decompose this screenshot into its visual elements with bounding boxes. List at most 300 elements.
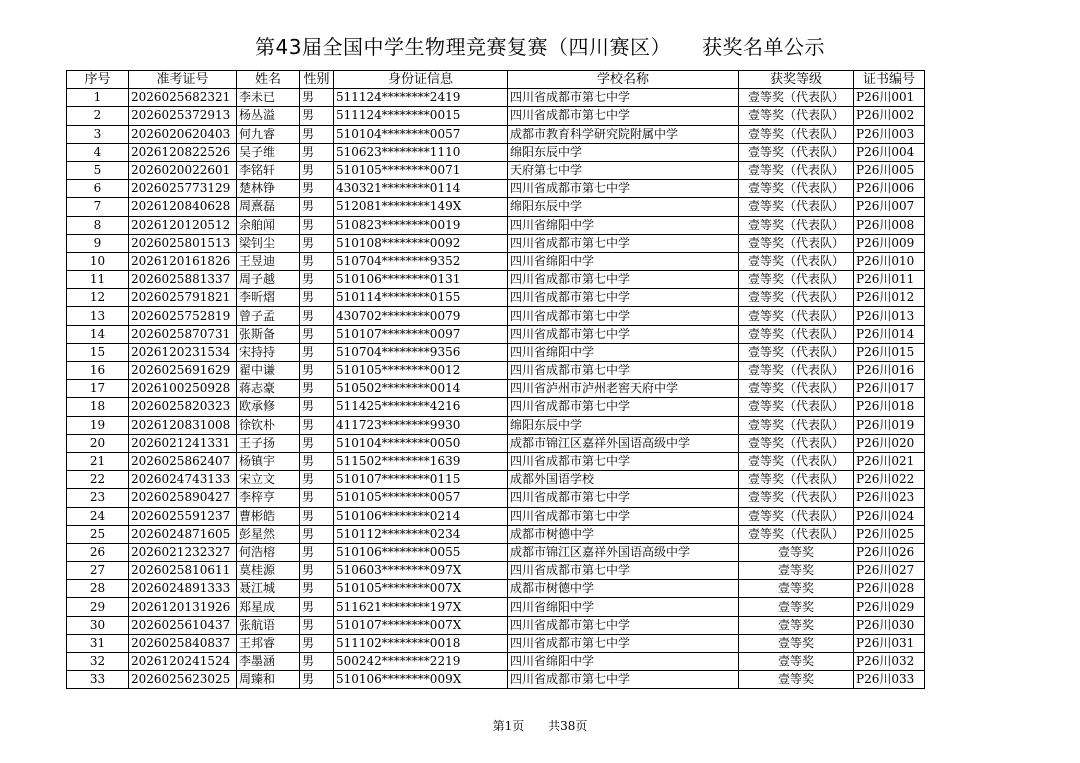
cell-seq: 20 xyxy=(67,434,129,452)
cell-id-info: 510106********0055 xyxy=(334,543,508,561)
cell-exam-id: 2026024891333 xyxy=(129,580,237,598)
cell-award-level: 壹等奖 xyxy=(739,616,854,634)
cell-exam-id: 2026120831008 xyxy=(129,416,237,434)
cell-gender: 男 xyxy=(300,543,334,561)
cell-seq: 26 xyxy=(67,543,129,561)
cell-name: 吴子维 xyxy=(237,143,300,161)
cell-school: 成都外国语学校 xyxy=(508,471,739,489)
page-total: 共38页 xyxy=(548,719,588,733)
cell-gender: 男 xyxy=(300,343,334,361)
cell-exam-id: 2026120241524 xyxy=(129,653,237,671)
cell-cert-no: P26川003 xyxy=(854,125,925,143)
cell-id-info: 510105********007X xyxy=(334,580,508,598)
cell-cert-no: P26川021 xyxy=(854,452,925,470)
cell-seq: 24 xyxy=(67,507,129,525)
cell-name: 宋立文 xyxy=(237,471,300,489)
cell-id-info: 411723********9930 xyxy=(334,416,508,434)
cell-award-level: 壹等奖（代表队） xyxy=(739,416,854,434)
cell-id-info: 510823********0019 xyxy=(334,216,508,234)
cell-id-info: 511102********0018 xyxy=(334,634,508,652)
column-header-id-info: 身份证信息 xyxy=(334,71,508,89)
table-row xyxy=(67,89,925,107)
cell-award-level: 壹等奖（代表队） xyxy=(739,434,854,452)
cell-seq: 8 xyxy=(67,216,129,234)
cell-id-info: 511425********4216 xyxy=(334,398,508,416)
table-row xyxy=(67,543,925,561)
cell-id-info: 430702********0079 xyxy=(334,307,508,325)
cell-cert-no: P26川017 xyxy=(854,380,925,398)
cell-gender: 男 xyxy=(300,671,334,689)
cell-id-info: 511502********1639 xyxy=(334,452,508,470)
cell-name: 周熹磊 xyxy=(237,198,300,216)
cell-school: 四川省成都市第七中学 xyxy=(508,671,739,689)
cell-exam-id: 2026025810611 xyxy=(129,562,237,580)
cell-school: 四川省成都市第七中学 xyxy=(508,107,739,125)
cell-gender: 男 xyxy=(300,489,334,507)
table-row xyxy=(67,580,925,598)
cell-school: 成都市教育科学研究院附属中学 xyxy=(508,125,739,143)
cell-award-level: 壹等奖（代表队） xyxy=(739,143,854,161)
table-row xyxy=(67,671,925,689)
page-footer xyxy=(0,717,1080,734)
cell-cert-no: P26川009 xyxy=(854,234,925,252)
cell-exam-id: 2026024871605 xyxy=(129,525,237,543)
cell-award-level: 壹等奖（代表队） xyxy=(739,234,854,252)
table-row xyxy=(67,343,925,361)
cell-gender: 男 xyxy=(300,653,334,671)
page-number: 第1页 xyxy=(492,719,525,733)
cell-seq: 9 xyxy=(67,234,129,252)
cell-gender: 男 xyxy=(300,398,334,416)
cell-award-level: 壹等奖（代表队） xyxy=(739,452,854,470)
cell-exam-id: 2026025820323 xyxy=(129,398,237,416)
column-header-cert-no: 证书编号 xyxy=(854,71,925,89)
table-row xyxy=(67,616,925,634)
cell-gender: 男 xyxy=(300,307,334,325)
cell-exam-id: 2026025372913 xyxy=(129,107,237,125)
cell-id-info: 510108********0092 xyxy=(334,234,508,252)
cell-name: 王昱迪 xyxy=(237,252,300,270)
cell-school: 四川省成都市第七中学 xyxy=(508,634,739,652)
cell-name: 何浩榕 xyxy=(237,543,300,561)
cell-school: 四川省成都市第七中学 xyxy=(508,562,739,580)
cell-school: 四川省成都市第七中学 xyxy=(508,507,739,525)
table-row xyxy=(67,471,925,489)
cell-cert-no: P26川005 xyxy=(854,161,925,179)
cell-seq: 31 xyxy=(67,634,129,652)
cell-name: 张航语 xyxy=(237,616,300,634)
cell-exam-id: 2026120840628 xyxy=(129,198,237,216)
table-row xyxy=(67,180,925,198)
cell-name: 周臻和 xyxy=(237,671,300,689)
cell-name: 李墨涵 xyxy=(237,653,300,671)
cell-award-level: 壹等奖（代表队） xyxy=(739,325,854,343)
table-row xyxy=(67,307,925,325)
cell-cert-no: P26川023 xyxy=(854,489,925,507)
cell-seq: 25 xyxy=(67,525,129,543)
cell-school: 四川省成都市第七中学 xyxy=(508,362,739,380)
cell-exam-id: 2026025840837 xyxy=(129,634,237,652)
cell-seq: 27 xyxy=(67,562,129,580)
cell-award-level: 壹等奖（代表队） xyxy=(739,216,854,234)
cell-seq: 14 xyxy=(67,325,129,343)
table-row xyxy=(67,452,925,470)
cell-award-level: 壹等奖（代表队） xyxy=(739,161,854,179)
cell-gender: 男 xyxy=(300,452,334,470)
cell-id-info: 510704********9356 xyxy=(334,343,508,361)
cell-gender: 男 xyxy=(300,271,334,289)
cell-gender: 男 xyxy=(300,616,334,634)
cell-award-level: 壹等奖（代表队） xyxy=(739,271,854,289)
cell-id-info: 510112********0234 xyxy=(334,525,508,543)
cell-cert-no: P26川014 xyxy=(854,325,925,343)
cell-seq: 7 xyxy=(67,198,129,216)
cell-id-info: 510107********0097 xyxy=(334,325,508,343)
cell-gender: 男 xyxy=(300,580,334,598)
cell-exam-id: 2026025773129 xyxy=(129,180,237,198)
cell-exam-id: 2026120161826 xyxy=(129,252,237,270)
cell-cert-no: P26川012 xyxy=(854,289,925,307)
column-header-gender: 性别 xyxy=(300,71,334,89)
cell-school: 绵阳东辰中学 xyxy=(508,416,739,434)
cell-award-level: 壹等奖（代表队） xyxy=(739,507,854,525)
table-row xyxy=(67,234,925,252)
cell-exam-id: 2026025691629 xyxy=(129,362,237,380)
cell-school: 四川省成都市第七中学 xyxy=(508,307,739,325)
cell-cert-no: P26川019 xyxy=(854,416,925,434)
cell-seq: 5 xyxy=(67,161,129,179)
cell-name: 郑星成 xyxy=(237,598,300,616)
cell-exam-id: 2026025801513 xyxy=(129,234,237,252)
cell-cert-no: P26川028 xyxy=(854,580,925,598)
table-row xyxy=(67,325,925,343)
cell-seq: 15 xyxy=(67,343,129,361)
cell-exam-id: 2026025752819 xyxy=(129,307,237,325)
cell-exam-id: 2026020620403 xyxy=(129,125,237,143)
cell-name: 张斯备 xyxy=(237,325,300,343)
cell-name: 莫桂源 xyxy=(237,562,300,580)
cell-school: 成都市树德中学 xyxy=(508,580,739,598)
cell-seq: 13 xyxy=(67,307,129,325)
cell-gender: 男 xyxy=(300,380,334,398)
cell-id-info: 510704********9352 xyxy=(334,252,508,270)
cell-gender: 男 xyxy=(300,598,334,616)
cell-name: 翟中谦 xyxy=(237,362,300,380)
cell-gender: 男 xyxy=(300,325,334,343)
cell-award-level: 壹等奖（代表队） xyxy=(739,125,854,143)
table-row xyxy=(67,653,925,671)
cell-cert-no: P26川032 xyxy=(854,653,925,671)
cell-cert-no: P26川024 xyxy=(854,507,925,525)
cell-school: 四川省成都市第七中学 xyxy=(508,398,739,416)
table-row xyxy=(67,216,925,234)
cell-seq: 16 xyxy=(67,362,129,380)
cell-gender: 男 xyxy=(300,180,334,198)
cell-school: 成都市树德中学 xyxy=(508,525,739,543)
cell-name: 杨丛溢 xyxy=(237,107,300,125)
cell-gender: 男 xyxy=(300,289,334,307)
cell-seq: 3 xyxy=(67,125,129,143)
cell-name: 曾子孟 xyxy=(237,307,300,325)
cell-exam-id: 2026025623025 xyxy=(129,671,237,689)
cell-gender: 男 xyxy=(300,252,334,270)
cell-exam-id: 2026120120512 xyxy=(129,216,237,234)
cell-cert-no: P26川030 xyxy=(854,616,925,634)
cell-school: 四川省成都市第七中学 xyxy=(508,289,739,307)
cell-name: 宋持持 xyxy=(237,343,300,361)
cell-seq: 29 xyxy=(67,598,129,616)
cell-cert-no: P26川001 xyxy=(854,89,925,107)
cell-name: 王子扬 xyxy=(237,434,300,452)
table-header-row xyxy=(67,71,925,89)
cell-award-level: 壹等奖（代表队） xyxy=(739,180,854,198)
cell-cert-no: P26川026 xyxy=(854,543,925,561)
cell-cert-no: P26川022 xyxy=(854,471,925,489)
table-row xyxy=(67,289,925,307)
cell-gender: 男 xyxy=(300,234,334,252)
cell-id-info: 510107********0115 xyxy=(334,471,508,489)
cell-award-level: 壹等奖（代表队） xyxy=(739,307,854,325)
cell-seq: 11 xyxy=(67,271,129,289)
cell-cert-no: P26川020 xyxy=(854,434,925,452)
cell-name: 余舶闻 xyxy=(237,216,300,234)
cell-seq: 18 xyxy=(67,398,129,416)
cell-school: 四川省绵阳中学 xyxy=(508,653,739,671)
cell-name: 王邦睿 xyxy=(237,634,300,652)
cell-award-level: 壹等奖 xyxy=(739,671,854,689)
cell-award-level: 壹等奖（代表队） xyxy=(739,343,854,361)
cell-cert-no: P26川033 xyxy=(854,671,925,689)
table-row xyxy=(67,143,925,161)
table-row xyxy=(67,252,925,270)
cell-school: 绵阳东辰中学 xyxy=(508,143,739,161)
cell-seq: 21 xyxy=(67,452,129,470)
cell-gender: 男 xyxy=(300,125,334,143)
cell-name: 蒋志豪 xyxy=(237,380,300,398)
column-header-school: 学校名称 xyxy=(508,71,739,89)
cell-name: 李昕熠 xyxy=(237,289,300,307)
cell-gender: 男 xyxy=(300,634,334,652)
cell-award-level: 壹等奖 xyxy=(739,562,854,580)
table-row xyxy=(67,562,925,580)
cell-award-level: 壹等奖（代表队） xyxy=(739,289,854,307)
table-row xyxy=(67,598,925,616)
table-row xyxy=(67,271,925,289)
cell-exam-id: 2026025610437 xyxy=(129,616,237,634)
cell-cert-no: P26川018 xyxy=(854,398,925,416)
cell-name: 梁钊尘 xyxy=(237,234,300,252)
cell-school: 天府第七中学 xyxy=(508,161,739,179)
cell-exam-id: 2026021241331 xyxy=(129,434,237,452)
cell-gender: 男 xyxy=(300,562,334,580)
cell-id-info: 510502********0014 xyxy=(334,380,508,398)
cell-seq: 33 xyxy=(67,671,129,689)
cell-exam-id: 2026021232327 xyxy=(129,543,237,561)
cell-award-level: 壹等奖（代表队） xyxy=(739,525,854,543)
cell-exam-id: 2026020022601 xyxy=(129,161,237,179)
cell-id-info: 510105********0012 xyxy=(334,362,508,380)
cell-school: 四川省成都市第七中学 xyxy=(508,616,739,634)
cell-exam-id: 2026100250928 xyxy=(129,380,237,398)
award-list-table xyxy=(66,70,925,689)
cell-name: 李梓亨 xyxy=(237,489,300,507)
cell-id-info: 430321********0114 xyxy=(334,180,508,198)
cell-gender: 男 xyxy=(300,471,334,489)
cell-gender: 男 xyxy=(300,362,334,380)
cell-cert-no: P26川011 xyxy=(854,271,925,289)
column-header-name: 姓名 xyxy=(237,71,300,89)
cell-id-info: 510603********097X xyxy=(334,562,508,580)
cell-name: 徐钦朴 xyxy=(237,416,300,434)
cell-seq: 12 xyxy=(67,289,129,307)
cell-exam-id: 2026120822526 xyxy=(129,143,237,161)
cell-cert-no: P26川027 xyxy=(854,562,925,580)
cell-school: 四川省成都市第七中学 xyxy=(508,234,739,252)
cell-cert-no: P26川013 xyxy=(854,307,925,325)
cell-name: 周子越 xyxy=(237,271,300,289)
cell-school: 四川省绵阳中学 xyxy=(508,598,739,616)
cell-school: 四川省成都市第七中学 xyxy=(508,452,739,470)
cell-award-level: 壹等奖 xyxy=(739,653,854,671)
cell-school: 四川省绵阳中学 xyxy=(508,216,739,234)
cell-school: 四川省绵阳中学 xyxy=(508,252,739,270)
cell-school: 四川省成都市第七中学 xyxy=(508,489,739,507)
cell-award-level: 壹等奖 xyxy=(739,580,854,598)
cell-cert-no: P26川006 xyxy=(854,180,925,198)
cell-school: 四川省成都市第七中学 xyxy=(508,89,739,107)
cell-name: 彭星然 xyxy=(237,525,300,543)
cell-seq: 22 xyxy=(67,471,129,489)
table-row xyxy=(67,434,925,452)
cell-gender: 男 xyxy=(300,143,334,161)
cell-school: 四川省成都市第七中学 xyxy=(508,180,739,198)
cell-school: 四川省成都市第七中学 xyxy=(508,325,739,343)
cell-award-level: 壹等奖（代表队） xyxy=(739,380,854,398)
cell-award-level: 壹等奖（代表队） xyxy=(739,198,854,216)
cell-award-level: 壹等奖 xyxy=(739,598,854,616)
column-header-award-level: 获奖等级 xyxy=(739,71,854,89)
cell-award-level: 壹等奖（代表队） xyxy=(739,107,854,125)
cell-id-info: 510104********0050 xyxy=(334,434,508,452)
table-row xyxy=(67,161,925,179)
cell-cert-no: P26川016 xyxy=(854,362,925,380)
cell-exam-id: 2026025862407 xyxy=(129,452,237,470)
cell-award-level: 壹等奖（代表队） xyxy=(739,489,854,507)
cell-gender: 男 xyxy=(300,161,334,179)
cell-school: 成都市锦江区嘉祥外国语高级中学 xyxy=(508,434,739,452)
page-title: 第43届全国中学生物理竞赛复赛（四川赛区） 获奖名单公示 xyxy=(255,35,825,59)
cell-exam-id: 2026025870731 xyxy=(129,325,237,343)
cell-school: 四川省绵阳中学 xyxy=(508,343,739,361)
cell-cert-no: P26川007 xyxy=(854,198,925,216)
cell-name: 李铭轩 xyxy=(237,161,300,179)
table-row xyxy=(67,107,925,125)
cell-cert-no: P26川010 xyxy=(854,252,925,270)
cell-cert-no: P26川008 xyxy=(854,216,925,234)
cell-award-level: 壹等奖 xyxy=(739,634,854,652)
cell-id-info: 511621********197X xyxy=(334,598,508,616)
cell-award-level: 壹等奖（代表队） xyxy=(739,362,854,380)
cell-gender: 男 xyxy=(300,216,334,234)
cell-gender: 男 xyxy=(300,89,334,107)
table-row xyxy=(67,398,925,416)
cell-id-info: 510106********0214 xyxy=(334,507,508,525)
table-row xyxy=(67,489,925,507)
cell-id-info: 510105********0071 xyxy=(334,161,508,179)
cell-exam-id: 2026025791821 xyxy=(129,289,237,307)
cell-id-info: 510106********0131 xyxy=(334,271,508,289)
cell-seq: 1 xyxy=(67,89,129,107)
table-row xyxy=(67,198,925,216)
cell-id-info: 510105********0057 xyxy=(334,489,508,507)
cell-school: 四川省泸州市泸州老窖天府中学 xyxy=(508,380,739,398)
cell-seq: 10 xyxy=(67,252,129,270)
cell-cert-no: P26川031 xyxy=(854,634,925,652)
cell-award-level: 壹等奖（代表队） xyxy=(739,252,854,270)
cell-seq: 19 xyxy=(67,416,129,434)
cell-cert-no: P26川029 xyxy=(854,598,925,616)
table-row xyxy=(67,507,925,525)
cell-id-info: 510106********009X xyxy=(334,671,508,689)
cell-school: 四川省成都市第七中学 xyxy=(508,271,739,289)
cell-gender: 男 xyxy=(300,107,334,125)
cell-award-level: 壹等奖（代表队） xyxy=(739,398,854,416)
cell-seq: 30 xyxy=(67,616,129,634)
cell-exam-id: 2026120131926 xyxy=(129,598,237,616)
cell-school: 绵阳东辰中学 xyxy=(508,198,739,216)
cell-id-info: 510623********1110 xyxy=(334,143,508,161)
cell-exam-id: 2026025591237 xyxy=(129,507,237,525)
cell-id-info: 512081********149X xyxy=(334,198,508,216)
cell-seq: 23 xyxy=(67,489,129,507)
table-row xyxy=(67,125,925,143)
cell-id-info: 510107********007X xyxy=(334,616,508,634)
cell-gender: 男 xyxy=(300,198,334,216)
cell-seq: 17 xyxy=(67,380,129,398)
cell-gender: 男 xyxy=(300,416,334,434)
cell-id-info: 510114********0155 xyxy=(334,289,508,307)
cell-name: 李未已 xyxy=(237,89,300,107)
cell-gender: 男 xyxy=(300,434,334,452)
column-header-exam-id: 准考证号 xyxy=(129,71,237,89)
cell-name: 曹彬皓 xyxy=(237,507,300,525)
cell-name: 杨镇宇 xyxy=(237,452,300,470)
cell-id-info: 510104********0057 xyxy=(334,125,508,143)
table-row xyxy=(67,525,925,543)
cell-cert-no: P26川002 xyxy=(854,107,925,125)
cell-seq: 28 xyxy=(67,580,129,598)
cell-exam-id: 2026120231534 xyxy=(129,343,237,361)
cell-cert-no: P26川015 xyxy=(854,343,925,361)
cell-id-info: 511124********2419 xyxy=(334,89,508,107)
table-row xyxy=(67,634,925,652)
cell-name: 聂江城 xyxy=(237,580,300,598)
table-row xyxy=(67,416,925,434)
cell-cert-no: P26川025 xyxy=(854,525,925,543)
cell-gender: 男 xyxy=(300,507,334,525)
table-row xyxy=(67,380,925,398)
table-row xyxy=(67,362,925,380)
table-body xyxy=(67,89,925,689)
cell-seq: 6 xyxy=(67,180,129,198)
cell-cert-no: P26川004 xyxy=(854,143,925,161)
cell-exam-id: 2026025682321 xyxy=(129,89,237,107)
cell-id-info: 500242********2219 xyxy=(334,653,508,671)
cell-award-level: 壹等奖 xyxy=(739,543,854,561)
cell-name: 楚林铮 xyxy=(237,180,300,198)
cell-exam-id: 2026025890427 xyxy=(129,489,237,507)
cell-exam-id: 2026024743133 xyxy=(129,471,237,489)
